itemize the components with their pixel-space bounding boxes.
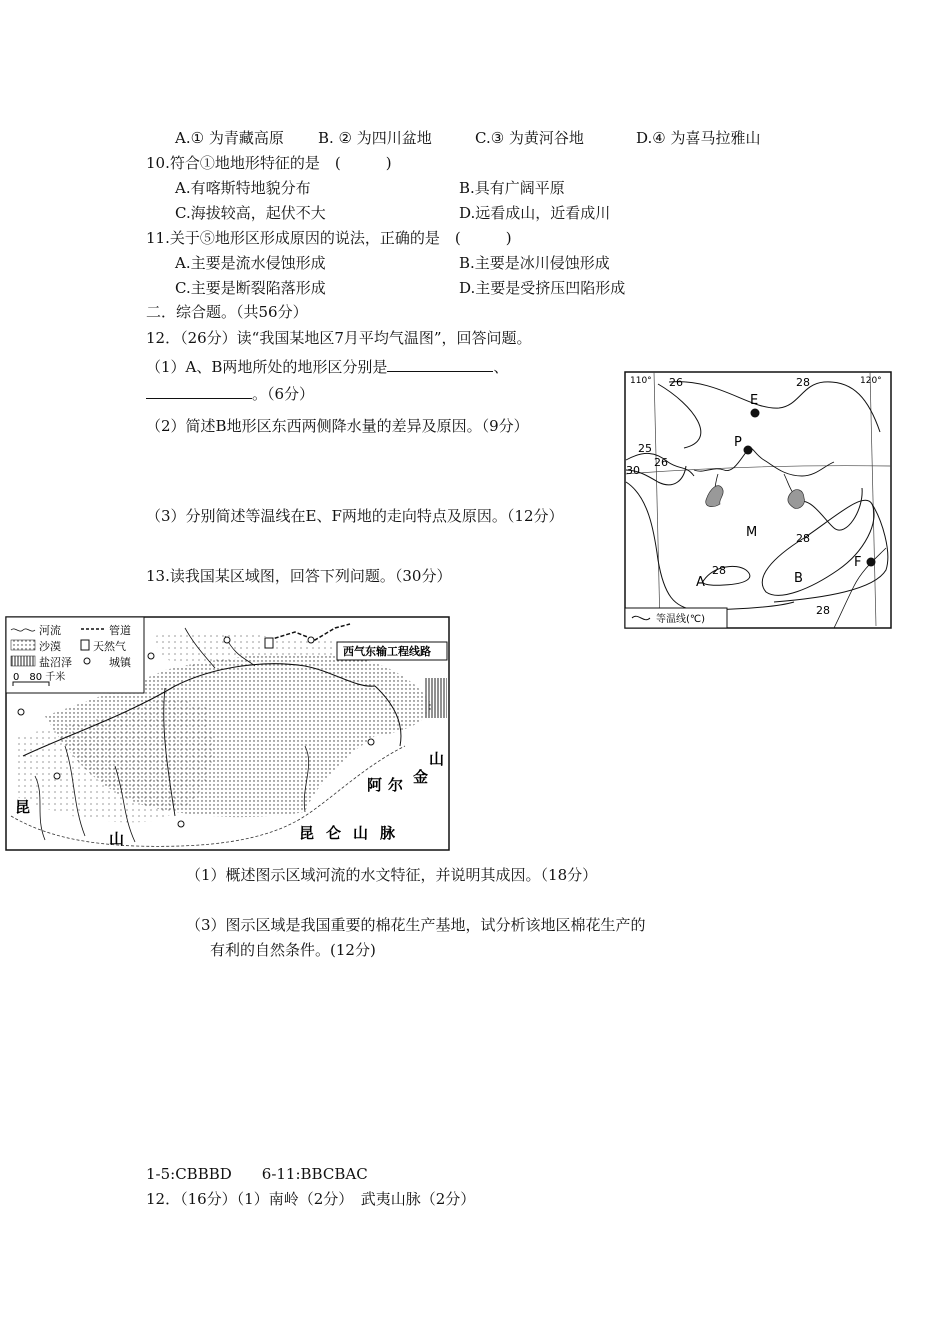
iso-28-bottom-label: 28 xyxy=(816,604,830,617)
label-p: P xyxy=(734,435,742,450)
q11-stem: 11.关于⑤地形区形成原因的说法，正确的是 ( ) xyxy=(146,229,512,247)
q10-stem: 10.符合①地地形特征的是 ( ) xyxy=(146,154,392,172)
q11-option-d: D.主要是受挤压凹陷形成 xyxy=(459,279,626,297)
legend-river: 河流 xyxy=(39,624,61,637)
town-7 xyxy=(148,653,154,659)
q12-part2: （2）简述B地形区东西两侧降水量的差异及原因。（9分） xyxy=(146,417,529,435)
q12-part1-end: 。（6分） xyxy=(252,385,315,403)
q11-option-a: A.主要是流水侵蚀形成 xyxy=(175,254,326,272)
region-map xyxy=(5,616,451,852)
label-f: F xyxy=(854,555,862,570)
legend-town-icon xyxy=(84,658,90,664)
iso-28-top-label: 28 xyxy=(796,376,810,389)
iso-26-left-label: 26 xyxy=(654,456,668,469)
point-e xyxy=(751,409,760,418)
q12-part1-line2 xyxy=(146,384,314,404)
lon-right-label: 120° xyxy=(860,376,882,386)
legend-desert-icon xyxy=(11,640,35,650)
q12-part1-sep: 、 xyxy=(493,358,509,376)
point-p xyxy=(744,446,753,455)
q10-option-c: C.海拔较高，起伏不大 xyxy=(175,204,326,222)
q9-option-d: D.④ 为喜马拉雅山 xyxy=(636,129,761,147)
iso-30-label: 30 xyxy=(626,464,640,477)
salt-marsh xyxy=(425,678,447,718)
iso-26-top-label: 26 xyxy=(669,376,683,389)
q9-option-a: A.① 为青藏高原 xyxy=(175,129,284,147)
q10-option-b: B.具有广阔平原 xyxy=(459,179,565,197)
town-3 xyxy=(368,739,374,745)
legend-town: 城镇 xyxy=(109,656,131,669)
answer-blank-a[interactable] xyxy=(387,357,493,372)
town-1 xyxy=(224,637,230,643)
legend-marsh: 盐沼泽 xyxy=(39,656,72,669)
legend-pipe: 管道 xyxy=(109,624,131,637)
temperature-map xyxy=(624,370,894,632)
kun-left-label: 昆 xyxy=(15,798,31,816)
q11-option-b: B.主要是冰川侵蚀形成 xyxy=(459,254,610,272)
label-m: M xyxy=(746,525,758,540)
q10-option-a: A.有喀斯特地貌分布 xyxy=(175,179,311,197)
pipeline-label: 西气东输工程线路 xyxy=(343,645,431,658)
label-b: B xyxy=(794,571,803,586)
kunlun-label: 昆仑山脉 xyxy=(299,824,408,842)
shan-right-label: 山 xyxy=(429,750,445,768)
town-5 xyxy=(178,821,184,827)
q9-option-b: B. ② 为四川盆地 xyxy=(318,129,432,147)
town-4 xyxy=(54,773,60,779)
q11-option-c: C.主要是断裂陷落形成 xyxy=(175,279,326,297)
town-6 xyxy=(18,709,24,715)
label-e: E xyxy=(750,393,759,408)
answer-key-line2: 12．（16分）（1）南岭（2分） 武夷山脉（2分） xyxy=(146,1190,476,1208)
legend-gas-icon xyxy=(81,640,89,650)
q9-option-c: C.③ 为黄河谷地 xyxy=(475,129,584,147)
legend-label: 等温线(℃) xyxy=(656,614,706,625)
q12-part1 xyxy=(146,357,508,377)
q12-part3: （3）分别简述等温线在E、F两地的走向特点及原因。（12分） xyxy=(146,507,564,525)
aer-label: 阿尔 xyxy=(367,776,410,794)
shan-left-label: 山 xyxy=(109,830,125,848)
jin-label: 金 xyxy=(413,768,429,786)
scale-label: 0 80 千米 xyxy=(13,672,66,683)
gas-field-symbol xyxy=(265,638,273,648)
q10-option-d: D.远看成山，近看成川 xyxy=(459,204,611,222)
label-a: A xyxy=(696,575,705,590)
legend-desert: 沙漠 xyxy=(39,640,61,653)
q12-part1-text: （1）A、B两地所处的地形区分别是 xyxy=(146,358,388,376)
q12-stem: 12．（26分）读“我国某地区7月平均气温图”，回答问题。 xyxy=(146,329,532,347)
iso-25-label: 25 xyxy=(638,442,652,455)
town-2 xyxy=(308,637,314,643)
q13-part3-line2: 有利的自然条件。(12分) xyxy=(210,941,376,959)
answer-key-line1: 1-5:CBBBD 6-11:BBCBAC xyxy=(146,1165,368,1183)
point-f xyxy=(867,558,876,567)
answer-blank-b[interactable] xyxy=(146,384,252,399)
q13-part3-line1: （3）图示区域是我国重要的棉花生产基地，试分析该地区棉花生产的 xyxy=(186,916,646,934)
legend-gas: 天然气 xyxy=(93,640,126,653)
q13-stem: 13.读我国某区域图，回答下列问题。（30分） xyxy=(146,567,452,585)
section-heading: 二．综合题。（共56分） xyxy=(146,303,308,321)
q13-part1: （1）概述图示区域河流的水文特征，并说明其成因。（18分） xyxy=(186,866,598,884)
legend-marsh-icon xyxy=(11,656,35,666)
iso-28-mid-label: 28 xyxy=(796,532,810,545)
lon-left-label: 110° xyxy=(630,376,652,386)
iso-28-a-label: 28 xyxy=(712,564,726,577)
